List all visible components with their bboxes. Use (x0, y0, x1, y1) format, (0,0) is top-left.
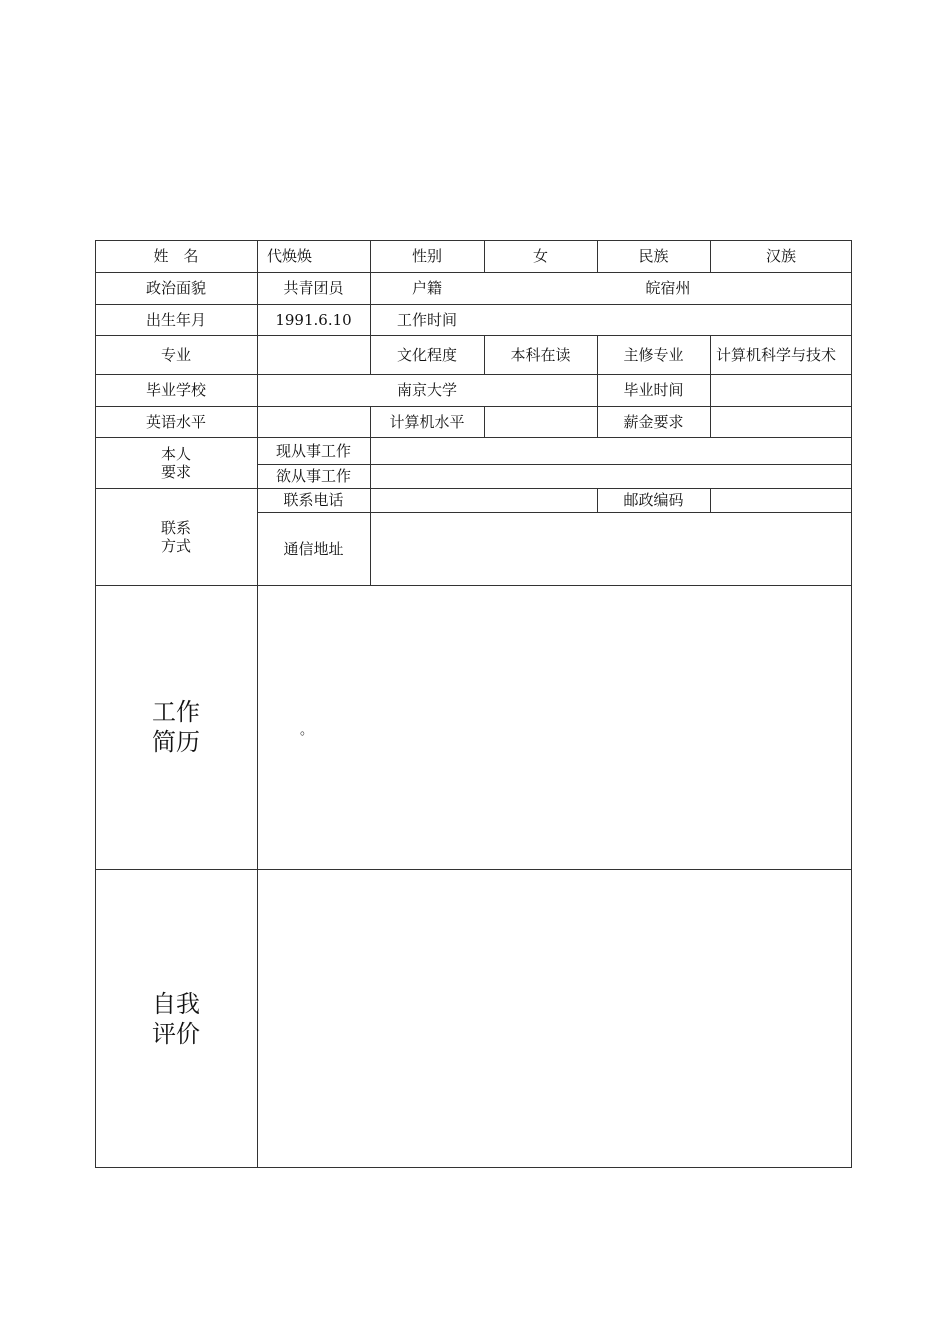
school-label: 毕业学校 (145, 381, 206, 399)
desired-job-value (370, 464, 852, 488)
contact-label (95, 488, 257, 585)
contact-label-line2: 方式 (160, 536, 191, 555)
political-status-label: 政治面貌 (145, 279, 206, 297)
main-major-label: 主修专业 (623, 345, 684, 364)
current-job-label: 现从事工作 (275, 441, 351, 460)
education-value: 本科在读 (510, 345, 571, 364)
postcode-label: 邮政编码 (623, 491, 684, 509)
english-level-value (257, 406, 370, 437)
name-value: 代焕焕 (267, 247, 313, 265)
ethnicity-value: 汉族 (765, 247, 796, 265)
name-label: 姓 名 (153, 247, 199, 265)
computer-level-value (484, 406, 597, 437)
salary-value (710, 406, 852, 437)
self-evaluation-label-line2: 评价 (152, 1019, 200, 1048)
self-evaluation-label-line1: 自我 (152, 989, 200, 1018)
work-history-label (95, 585, 257, 869)
english-level-label: 英语水平 (145, 412, 206, 431)
hukou-value: 皖宿州 (645, 279, 691, 297)
phone-value (370, 488, 597, 512)
work-time-label: 工作时间 (396, 310, 457, 329)
hukou-label: 户籍 (411, 279, 442, 297)
self-evaluation-label (95, 869, 257, 1168)
self-evaluation-content (257, 869, 852, 1168)
resume-form-table (95, 240, 852, 1168)
salary-label: 薪金要求 (623, 412, 684, 431)
computer-level-label: 计算机水平 (389, 412, 465, 431)
birth-date-value: 1991.6.10 (275, 310, 352, 329)
gender-label: 性别 (411, 247, 442, 265)
postcode-value (710, 488, 852, 512)
education-label: 文化程度 (396, 345, 457, 364)
main-major-value: 计算机科学与技术 (716, 345, 837, 364)
contact-label-line1: 联系 (160, 518, 191, 537)
address-value (370, 512, 852, 585)
work-history-label-line1: 工作 (152, 698, 200, 726)
requirements-label-line2: 要求 (160, 462, 191, 481)
gender-value: 女 (532, 247, 548, 265)
graduation-time-value (710, 374, 852, 406)
birth-date-label: 出生年月 (145, 310, 206, 329)
school-value: 南京大学 (396, 381, 457, 399)
work-history-content: 。 (300, 723, 314, 738)
graduation-time-label: 毕业时间 (623, 381, 684, 399)
work-time-value (484, 304, 852, 335)
requirements-label-line1: 本人 (160, 444, 191, 463)
work-history-label-line2: 简历 (152, 728, 200, 756)
desired-job-label: 欲从事工作 (275, 467, 351, 485)
ethnicity-label: 民族 (638, 247, 669, 265)
requirements-label (95, 437, 257, 488)
current-job-value (370, 437, 852, 464)
major-value (257, 335, 370, 374)
address-label: 通信地址 (283, 539, 344, 558)
major-label: 专业 (160, 345, 191, 364)
phone-label: 联系电话 (283, 491, 344, 509)
political-status-value: 共青团员 (283, 279, 344, 297)
